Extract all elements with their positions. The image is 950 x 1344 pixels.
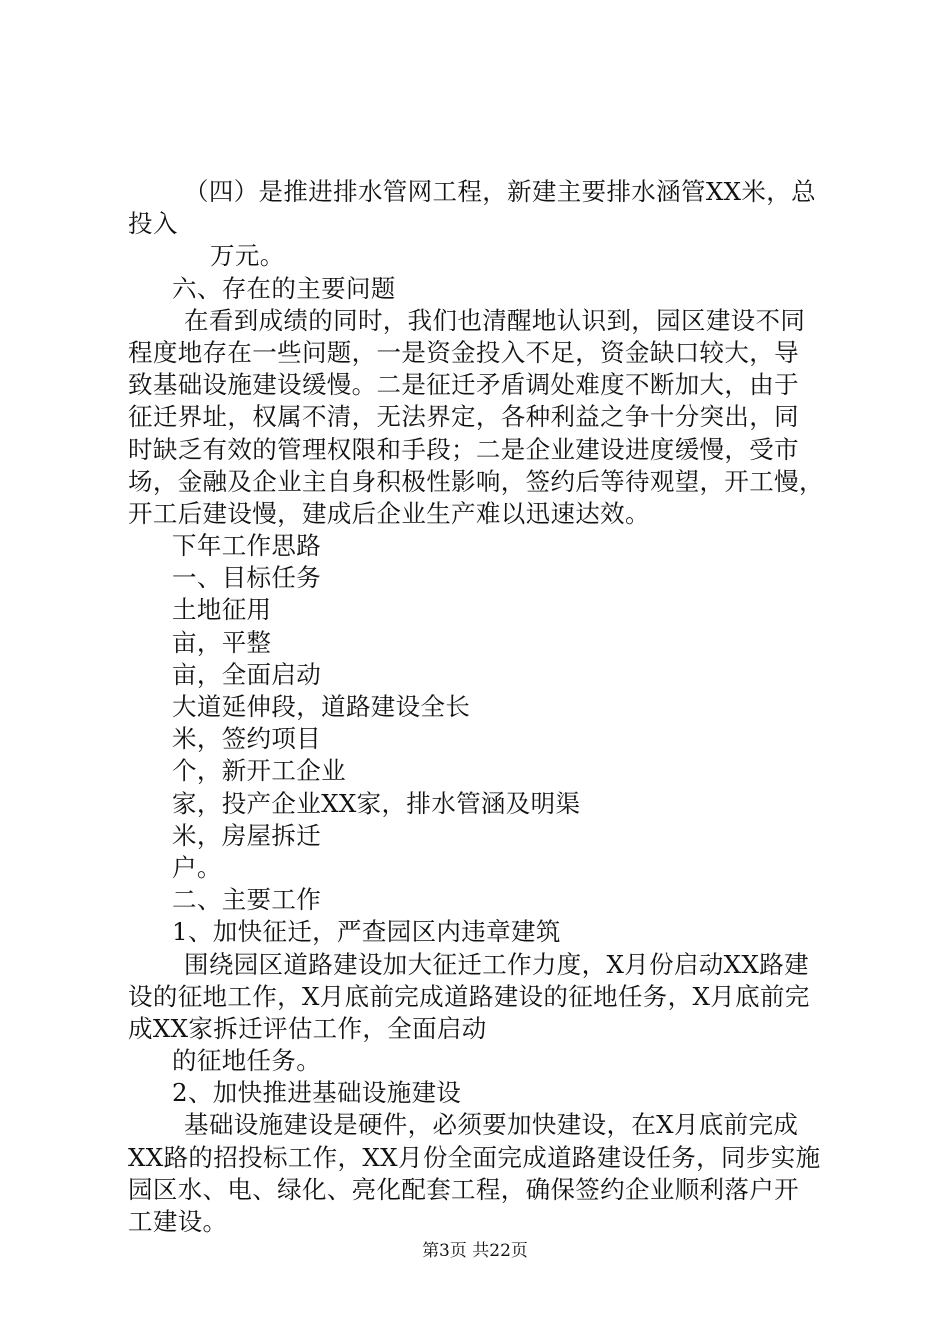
text-line: 一、目标任务 <box>172 563 322 593</box>
document-body <box>128 176 833 1238</box>
text-line: XX路的招投标工作，XX月份全面完成道路建设任务，同步实施 <box>128 1142 821 1172</box>
text-line: 亩，平整 <box>172 627 272 657</box>
text-line: 时缺乏有效的管理权限和手段；二是企业建设进度缓慢，受市 <box>128 434 799 464</box>
text-line: 户。 <box>172 852 222 882</box>
text-line: 致基础设施建设缓慢。二是征迁矛盾调处难度不断加大，由于 <box>128 370 799 400</box>
text-line: 场，金融及企业主自身积极性影响，签约后等待观望，开工慢， <box>128 466 824 496</box>
text-line: 开工后建设慢，建成后企业生产难以迅速达效。 <box>128 498 650 528</box>
text-line: 成XX家拆迁评估工作，全面启动 <box>128 1013 487 1043</box>
text-line: 家，投产企业XX家，排水管涵及明渠 <box>172 788 581 818</box>
text-line: 万元。 <box>210 241 285 271</box>
text-line: 大道延伸段，道路建设全长 <box>172 692 471 721</box>
text-line: 2、加快推进基础设施建设 <box>172 1078 462 1108</box>
text-line: 征迁界址，权属不清，无法界定，各种利益之争十分突出，同 <box>128 402 799 432</box>
text-line: 下年工作思路 <box>172 531 322 561</box>
text-line: 程度地存在一些问题，一是资金投入不足，资金缺口较大，导 <box>128 337 799 367</box>
text-line: 园区水、电、绿化、亮化配套工程，确保签约企业顺利落户开 <box>128 1174 799 1204</box>
text-line: 1、加快征迁，严查园区内违章建筑 <box>172 917 561 947</box>
text-line: 二、主要工作 <box>172 885 322 915</box>
text-line: 基础设施建设是硬件，必须要加快建设，在X月底前完成 <box>184 1110 799 1140</box>
text-line: 围绕园区道路建设加大征迁工作力度，X月份启动XX路建 <box>184 949 809 979</box>
text-line: 米，签约项目 <box>172 724 322 754</box>
text-line: 六、存在的主要问题 <box>172 273 396 303</box>
text-line: （四）是推进排水管网工程，新建主要排水涵管XX米，总 <box>184 177 816 206</box>
text-line: 米，房屋拆迁 <box>172 820 322 850</box>
text-line: 设的征地工作，X月底前完成道路建设的征地任务，X月底前完 <box>128 981 810 1011</box>
text-line: 工建设。 <box>128 1207 228 1236</box>
text-line: 个，新开工企业 <box>172 756 346 786</box>
text-line: 土地征用 <box>172 595 272 625</box>
text-line: 亩，全面启动 <box>172 659 322 689</box>
text-line: 的征地任务。 <box>172 1046 322 1076</box>
text-line: 投入 <box>128 209 178 239</box>
text-line: 在看到成绩的同时，我们也清醒地认识到，园区建设不同 <box>184 305 806 335</box>
page-footer: 第3页 共22页 <box>422 1241 528 1261</box>
